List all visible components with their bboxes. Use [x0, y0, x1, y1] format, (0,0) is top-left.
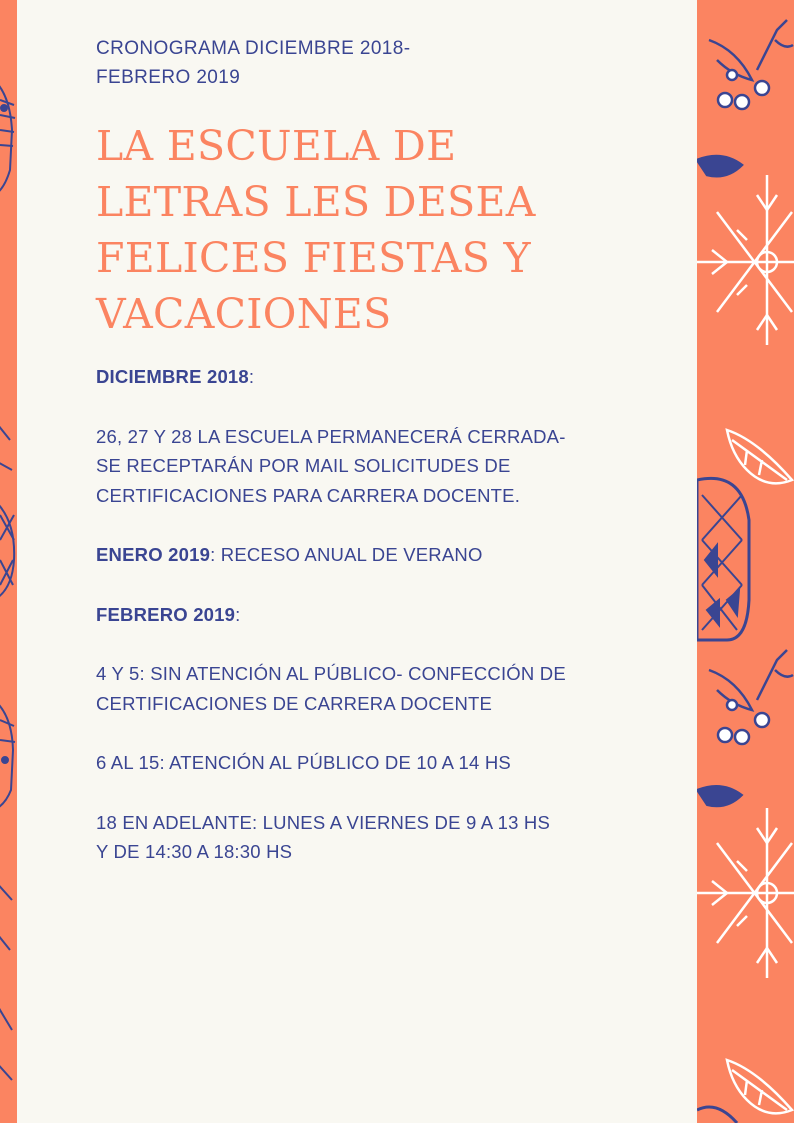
bell-icon	[697, 1107, 737, 1123]
holly-berries-icon	[709, 650, 793, 744]
right-pattern-band	[697, 0, 794, 1123]
bell-icon	[697, 478, 749, 640]
title-line-4: VACACIONES	[96, 290, 392, 338]
febrero-item-1: 4 Y 5: SIN ATENCIÓN AL PÚBLICO- CONFECCIÓN DE CERTIFICACIONES DE CARRERA DOCENTE	[96, 663, 566, 714]
febrero-item-2: 6 AL 15: ATENCIÓN AL PÚBLICO DE 10 A 14 HS	[96, 752, 511, 773]
title-line-2: LETRAS LES DESEA	[96, 178, 536, 226]
holly-leaf-icon	[727, 1060, 792, 1113]
snowflake-icon	[697, 808, 794, 978]
subtitle	[96, 34, 566, 92]
section-enero-text: : RECESO ANUAL DE VERANO	[210, 544, 483, 565]
schedule-body	[96, 362, 566, 867]
left-pattern-band	[0, 0, 17, 1123]
section-febrero-heading	[96, 600, 566, 630]
holly-leaf-icon	[727, 430, 792, 483]
right-pattern	[697, 0, 794, 1123]
ornament-icon	[0, 80, 15, 195]
section-febrero-suffix: :	[235, 603, 241, 625]
bird-icon	[697, 156, 742, 176]
section-febrero-title: FEBRERO 2019	[96, 603, 236, 625]
main-content	[96, 34, 566, 867]
section-diciembre-title: DICIEMBRE 2018	[96, 366, 249, 387]
bauble-icon	[0, 420, 14, 600]
holly-berries-icon	[709, 20, 793, 109]
subtitle-line-2: FEBRERO 2019	[96, 67, 241, 88]
snowflake-icon	[697, 175, 794, 345]
page-title	[96, 118, 566, 342]
section-enero-line	[96, 540, 566, 570]
left-pattern	[0, 0, 17, 1123]
febrero-item-3: 18 EN ADELANTE: LUNES A VIERNES DE 9 A 13 HS Y DE 14:30 A 18:30 HS	[96, 811, 551, 862]
section-enero-title: ENERO 2019	[96, 544, 211, 565]
title-line-1: LA ESCUELA DE	[96, 122, 457, 170]
ornament-icon	[0, 700, 15, 1080]
section-diciembre-suffix: :	[248, 366, 255, 387]
title-line-3: FELICES FIESTAS Y	[96, 234, 531, 282]
section-diciembre-heading	[96, 362, 566, 392]
subtitle-line-1: CRONOGRAMA DICIEMBRE 2018-	[96, 38, 411, 59]
section-diciembre-paragraph: 26, 27 Y 28 LA ESCUELA PERMANECERÁ CERRADA- SE RECEPTARÁN POR MAIL SOLICITUDES DE CERTIFICACIONES PARA CARRERA DOCENTE.	[96, 425, 566, 506]
bird-icon	[697, 786, 742, 806]
